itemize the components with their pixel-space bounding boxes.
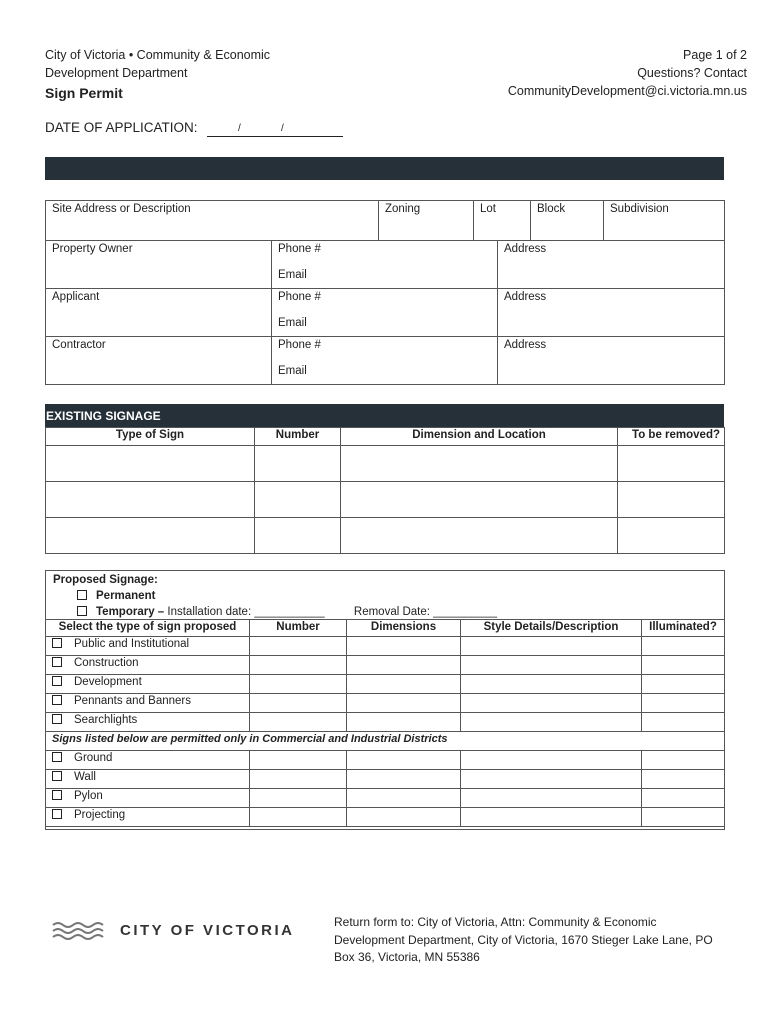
table-row [46, 656, 725, 675]
site-address-label: Site Address or Description [52, 203, 191, 215]
zoning-label: Zoning [385, 203, 421, 215]
email-label: Email [278, 317, 307, 329]
cell-input[interactable] [347, 770, 461, 789]
col-to-be-removed: To be removed? [618, 428, 725, 446]
return-line-1: Return form to: City of Victoria, Attn: Community & Economic [334, 915, 657, 929]
address-label: Address [504, 243, 547, 255]
table-row [46, 675, 725, 694]
return-address [334, 914, 724, 967]
table-row [46, 808, 725, 827]
table-row [46, 713, 725, 732]
zoning-field[interactable] [379, 201, 474, 241]
owner-address-field[interactable] [498, 241, 725, 289]
date-slash-1: / [238, 123, 241, 134]
section-divider-bar [45, 157, 724, 180]
lot-label: Lot [480, 203, 496, 215]
proposed-signage-table [45, 619, 725, 827]
email-label: Email [278, 269, 307, 281]
proposed-signage-header [53, 572, 497, 620]
cell-input[interactable] [46, 482, 255, 518]
table-row [46, 694, 725, 713]
owner-contact-field[interactable] [272, 241, 498, 289]
checkbox[interactable] [52, 809, 62, 819]
table-row [46, 789, 725, 808]
checkbox[interactable] [52, 695, 62, 705]
questions-label: Questions? Contact [637, 66, 747, 80]
address-label: Address [504, 291, 547, 303]
cell-input[interactable] [347, 675, 461, 694]
contractor-label: Contractor [52, 339, 106, 351]
phone-label: Phone # [278, 339, 321, 351]
checkbox[interactable] [52, 676, 62, 686]
sign-type-label: Pylon [74, 790, 103, 802]
cell-input[interactable] [642, 770, 725, 789]
districts-note: Signs listed below are permitted only in Commercial and Industrial Districts [46, 732, 725, 751]
cell-input[interactable] [461, 751, 642, 770]
col-style-details: Style Details/Description [461, 620, 642, 637]
form-title: Sign Permit [45, 85, 123, 101]
col-number: Number [250, 620, 347, 637]
temporary-label: Temporary – [96, 606, 165, 618]
cell-input[interactable] [250, 656, 347, 675]
checkbox[interactable] [52, 657, 62, 667]
sign-type-option[interactable] [46, 713, 250, 732]
existing-signage-table [45, 427, 725, 554]
removal-date-field[interactable]: Removal Date: __________ [353, 606, 498, 618]
cell-input[interactable] [250, 637, 347, 656]
parties-table [45, 240, 725, 385]
cell-input[interactable] [461, 789, 642, 808]
col-number: Number [255, 428, 341, 446]
existing-signage-heading: EXISTING SIGNAGE [45, 404, 724, 427]
cell-input[interactable] [250, 770, 347, 789]
return-line-2: Development Department, City of Victoria, 1670 Stieger Lake Lane, PO [334, 932, 713, 947]
cell-input[interactable] [461, 713, 642, 732]
city-logo-waves-icon [52, 920, 112, 947]
contractor-contact-field[interactable] [272, 337, 498, 385]
col-dimension-location: Dimension and Location [341, 428, 618, 446]
cell-input[interactable] [250, 713, 347, 732]
address-label: Address [504, 339, 547, 351]
phone-label: Phone # [278, 243, 321, 255]
table-row [46, 637, 725, 656]
department-header [45, 46, 270, 102]
subdivision-field[interactable] [604, 201, 725, 241]
table-row [46, 446, 725, 482]
cell-input[interactable] [461, 656, 642, 675]
table-row [46, 289, 725, 337]
cell-input[interactable] [341, 446, 618, 482]
block-label: Block [537, 203, 566, 215]
cell-input[interactable] [341, 518, 618, 554]
cell-input[interactable] [347, 694, 461, 713]
installation-date-field[interactable]: Installation date: ___________ [167, 606, 325, 618]
cell-input[interactable] [250, 808, 347, 827]
cell-input[interactable] [347, 789, 461, 808]
proposed-signage-heading: Proposed Signage: [53, 574, 158, 586]
sign-type-label: Searchlights [74, 714, 138, 726]
cell-input[interactable] [255, 482, 341, 518]
cell-input[interactable] [347, 656, 461, 675]
cell-input[interactable] [461, 637, 642, 656]
cell-input[interactable] [46, 518, 255, 554]
table-row [46, 751, 725, 770]
cell-input[interactable] [461, 770, 642, 789]
cell-input[interactable] [642, 656, 725, 675]
return-line-3: Box 36, Victoria, MN 55386 [334, 950, 480, 964]
lot-field[interactable] [474, 201, 531, 241]
sign-type-option[interactable] [46, 656, 250, 675]
cell-input[interactable] [642, 675, 725, 694]
cell-input[interactable] [347, 808, 461, 827]
cell-input[interactable] [618, 518, 725, 554]
sign-type-option[interactable] [46, 694, 250, 713]
org-line-2: Development Department [45, 66, 188, 80]
site-address-field[interactable] [46, 201, 379, 241]
date-of-application-label: DATE OF APPLICATION: [45, 120, 198, 135]
sign-type-label: Public and Institutional [74, 638, 190, 650]
cell-input[interactable] [347, 751, 461, 770]
table-row [46, 337, 725, 385]
sign-type-label: Pennants and Banners [74, 695, 192, 707]
col-dimensions: Dimensions [347, 620, 461, 637]
cell-input[interactable] [347, 637, 461, 656]
owner-field[interactable] [46, 241, 272, 289]
phone-label: Phone # [278, 291, 321, 303]
date-slash-2: / [281, 123, 284, 134]
date-of-application-field[interactable] [207, 124, 343, 137]
applicant-label: Applicant [52, 291, 100, 303]
cell-input[interactable] [461, 675, 642, 694]
contact-email: CommunityDevelopment@ci.victoria.mn.us [507, 84, 747, 98]
table-row [46, 770, 725, 789]
sign-type-label: Construction [74, 657, 139, 669]
sign-type-option[interactable] [46, 770, 250, 789]
cell-input[interactable] [618, 482, 725, 518]
cell-input[interactable] [642, 694, 725, 713]
temporary-checkbox[interactable] [77, 606, 87, 616]
col-illuminated: Illuminated? [642, 620, 725, 637]
applicant-address-field[interactable] [498, 289, 725, 337]
page-number: Page 1 of 2 [683, 48, 747, 62]
checkbox[interactable] [52, 771, 62, 781]
contact-header [508, 46, 747, 100]
sign-type-label: Ground [74, 752, 113, 764]
org-line-1: City of Victoria • Community & Economic [45, 48, 271, 62]
cell-input[interactable] [250, 675, 347, 694]
sign-type-option[interactable] [46, 637, 250, 656]
table-row [46, 482, 725, 518]
cell-input[interactable] [255, 518, 341, 554]
cell-input[interactable] [618, 446, 725, 482]
checkbox[interactable] [52, 638, 62, 648]
checkbox[interactable] [52, 752, 62, 762]
applicant-field[interactable] [46, 289, 272, 337]
cell-input[interactable] [46, 446, 255, 482]
owner-label: Property Owner [52, 243, 133, 255]
email-label: Email [278, 365, 307, 377]
cell-input[interactable] [642, 751, 725, 770]
cell-input[interactable] [255, 446, 341, 482]
checkbox[interactable] [52, 714, 62, 724]
cell-input[interactable] [642, 637, 725, 656]
cell-input[interactable] [347, 713, 461, 732]
city-logo-text: CITY OF VICTORIA [120, 922, 295, 939]
col-sign-type: Select the type of sign proposed [46, 620, 250, 637]
table-row [46, 518, 725, 554]
block-field[interactable] [531, 201, 604, 241]
col-type-of-sign: Type of Sign [46, 428, 255, 446]
cell-input[interactable] [341, 482, 618, 518]
site-info-table [45, 200, 725, 241]
cell-input[interactable] [250, 751, 347, 770]
contractor-address-field[interactable] [498, 337, 725, 385]
sign-type-option[interactable] [46, 789, 250, 808]
cell-input[interactable] [461, 694, 642, 713]
permanent-checkbox[interactable] [77, 590, 87, 600]
permanent-label: Permanent [96, 590, 156, 602]
cell-input[interactable] [461, 808, 642, 827]
sign-type-label: Development [74, 676, 142, 688]
table-row [46, 732, 725, 751]
cell-input[interactable] [642, 713, 725, 732]
sign-type-option[interactable] [46, 675, 250, 694]
sign-type-option[interactable] [46, 751, 250, 770]
cell-input[interactable] [642, 808, 725, 827]
table-row [46, 241, 725, 289]
cell-input[interactable] [642, 789, 725, 808]
subdivision-label: Subdivision [610, 203, 669, 215]
sign-type-label: Projecting [74, 809, 126, 821]
cell-input[interactable] [250, 694, 347, 713]
contractor-field[interactable] [46, 337, 272, 385]
sign-type-option[interactable] [46, 808, 250, 827]
cell-input[interactable] [250, 789, 347, 808]
applicant-contact-field[interactable] [272, 289, 498, 337]
checkbox[interactable] [52, 790, 62, 800]
sign-type-label: Wall [74, 771, 96, 783]
